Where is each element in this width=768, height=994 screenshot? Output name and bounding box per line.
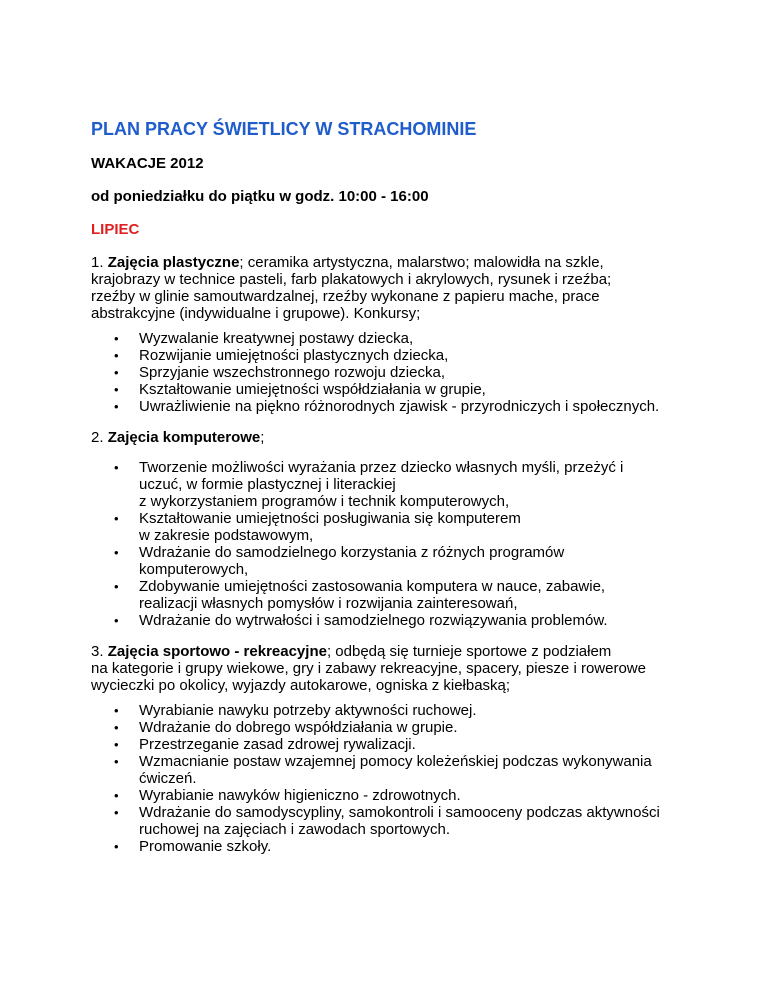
list-item-line: Przestrzeganie zasad zdrowej rywalizacji. — [139, 736, 416, 753]
list-item-line: Wdrażanie do wytrwałości i samodzielnego rozwiązywania problemów. — [139, 612, 608, 629]
list-item — [91, 838, 691, 855]
bullet-list — [91, 459, 691, 629]
holiday-subtitle: WAKACJE 2012 — [91, 155, 204, 172]
list-item — [91, 459, 691, 510]
section-number: 3. — [91, 643, 108, 660]
bullet-icon: • — [114, 365, 119, 380]
bullet-icon: • — [114, 331, 119, 346]
bullet-icon: • — [114, 788, 119, 803]
section-intro-line — [91, 271, 691, 288]
section-desc-text: na kategorie i grupy wiekowe, gry i zabawy rekreacyjne, spacery, piesze i rowerowe — [91, 660, 646, 677]
bullet-icon: • — [114, 348, 119, 363]
list-item — [91, 510, 691, 544]
bullet-icon: • — [114, 703, 119, 718]
page-title: PLAN PRACY ŚWIETLICY W STRACHOMINIE — [91, 119, 477, 139]
list-item — [91, 702, 691, 719]
section-name: Zajęcia sportowo - rekreacyjne — [107, 643, 327, 660]
list-item — [91, 612, 691, 629]
section-desc-text: wycieczki po okolicy, wyjazdy autokarowe, ogniska z kiełbaską; — [91, 677, 511, 694]
list-item-line: Wyrabianie nawyków higieniczno - zdrowotnych. — [139, 787, 461, 804]
list-item-line: Wdrażanie do samodzielnego korzystania z różnych programów — [139, 544, 565, 561]
section-name: Zajęcia komputerowe — [107, 429, 261, 446]
section-intro-line — [91, 305, 691, 322]
section-desc-text: abstrakcyjne (indywidualne i grupowe). Konkursy; — [91, 305, 421, 322]
list-item-line: Rozwijanie umiejętności plastycznych dziecka, — [139, 347, 449, 364]
section-desc-text: ; odbędą się turnieje sportowe z podziałem — [326, 643, 612, 660]
bullet-list — [91, 330, 691, 415]
bullet-icon: • — [114, 545, 119, 560]
list-item — [91, 719, 691, 736]
list-item-line: uczuć, w formie plastycznej i literackiej — [139, 476, 396, 493]
section-desc-text: ; — [260, 429, 265, 446]
list-item — [91, 578, 691, 612]
section-intro-line — [91, 643, 691, 660]
list-item — [91, 398, 691, 415]
list-item-line: Tworzenie możliwości wyrażania przez dziecko własnych myśli, przeżyć i — [139, 459, 624, 476]
section-desc-text: rzeźby w glinie samoutwardzalnej, rzeźby wykonane z papieru mache, prace — [91, 288, 600, 305]
list-item — [91, 544, 691, 578]
list-item-line: Sprzyjanie wszechstronnego rozwoju dziecka, — [139, 364, 445, 381]
list-item-line: komputerowych, — [139, 561, 249, 578]
list-item-line: Uwrażliwienie na piękno różnorodnych zjawisk - przyrodniczych i społecznych. — [139, 398, 660, 415]
list-item-line: Wzmacnianie postaw wzajemnej pomocy koleżeńskiej podczas wykonywania — [139, 753, 652, 770]
bullet-icon: • — [114, 579, 119, 594]
section-intro-line — [91, 288, 691, 305]
bullet-list — [91, 702, 691, 855]
bullet-icon: • — [114, 460, 119, 475]
list-item-line: w zakresie podstawowym, — [139, 527, 314, 544]
bullet-icon: • — [114, 511, 119, 526]
section-intro-line — [91, 660, 691, 677]
section-number: 2. — [91, 429, 108, 446]
section-name: Zajęcia plastyczne — [107, 254, 240, 271]
bullet-icon: • — [114, 805, 119, 820]
hours-subtitle: od poniedziałku do piątku w godz. 10:00 - 16:00 — [91, 188, 429, 205]
section-desc-text: ; ceramika artystyczna, malarstwo; malowidła na szkle, — [239, 254, 604, 271]
section-intro — [91, 254, 691, 322]
section-intro-line — [91, 677, 691, 694]
month-heading: LIPIEC — [91, 221, 140, 238]
list-item-line: Promowanie szkoły. — [139, 838, 272, 855]
list-item-line: Wyzwalanie kreatywnej postawy dziecka, — [139, 330, 414, 347]
bullet-icon: • — [114, 613, 119, 628]
section-number: 1. — [91, 254, 108, 271]
list-item-line: realizacji własnych pomysłów i rozwijania zainteresowań, — [139, 595, 518, 612]
list-item-line: Wdrażanie do samodyscypliny, samokontroli i samooceny podczas aktywności — [139, 804, 660, 821]
list-item-line: ćwiczeń. — [139, 770, 197, 787]
section-intro-line — [91, 254, 691, 271]
bullet-icon: • — [114, 754, 119, 769]
list-item-line: Kształtowanie umiejętności współdziałania w grupie, — [139, 381, 486, 398]
list-item — [91, 330, 691, 347]
list-item-line: ruchowej na zajęciach i zawodach sportowych. — [139, 821, 450, 838]
list-item-line: Wdrażanie do dobrego współdziałania w grupie. — [139, 719, 458, 736]
list-item-line: z wykorzystaniem programów i technik komputerowych, — [139, 493, 510, 510]
section-intro — [91, 429, 691, 446]
section-desc-text: krajobrazy w technice pasteli, farb plakatowych i akrylowych, rysunek i rzeźba; — [91, 271, 612, 288]
list-item-line: Wyrabianie nawyku potrzeby aktywności ruchowej. — [139, 702, 477, 719]
list-item-line: Kształtowanie umiejętności posługiwania się komputerem — [139, 510, 521, 527]
list-item — [91, 753, 691, 787]
list-item — [91, 736, 691, 753]
list-item — [91, 787, 691, 804]
document-page — [91, 118, 691, 869]
bullet-icon: • — [114, 720, 119, 735]
list-item — [91, 804, 691, 838]
list-item — [91, 347, 691, 364]
section-intro — [91, 643, 691, 694]
list-item — [91, 381, 691, 398]
list-item — [91, 364, 691, 381]
bullet-icon: • — [114, 737, 119, 752]
sections-container — [91, 254, 691, 855]
list-item-line: Zdobywanie umiejętności zastosowania komputera w nauce, zabawie, — [139, 578, 606, 595]
bullet-icon: • — [114, 382, 119, 397]
bullet-icon: • — [114, 399, 119, 414]
section-intro-line — [91, 429, 691, 446]
bullet-icon: • — [114, 839, 119, 854]
